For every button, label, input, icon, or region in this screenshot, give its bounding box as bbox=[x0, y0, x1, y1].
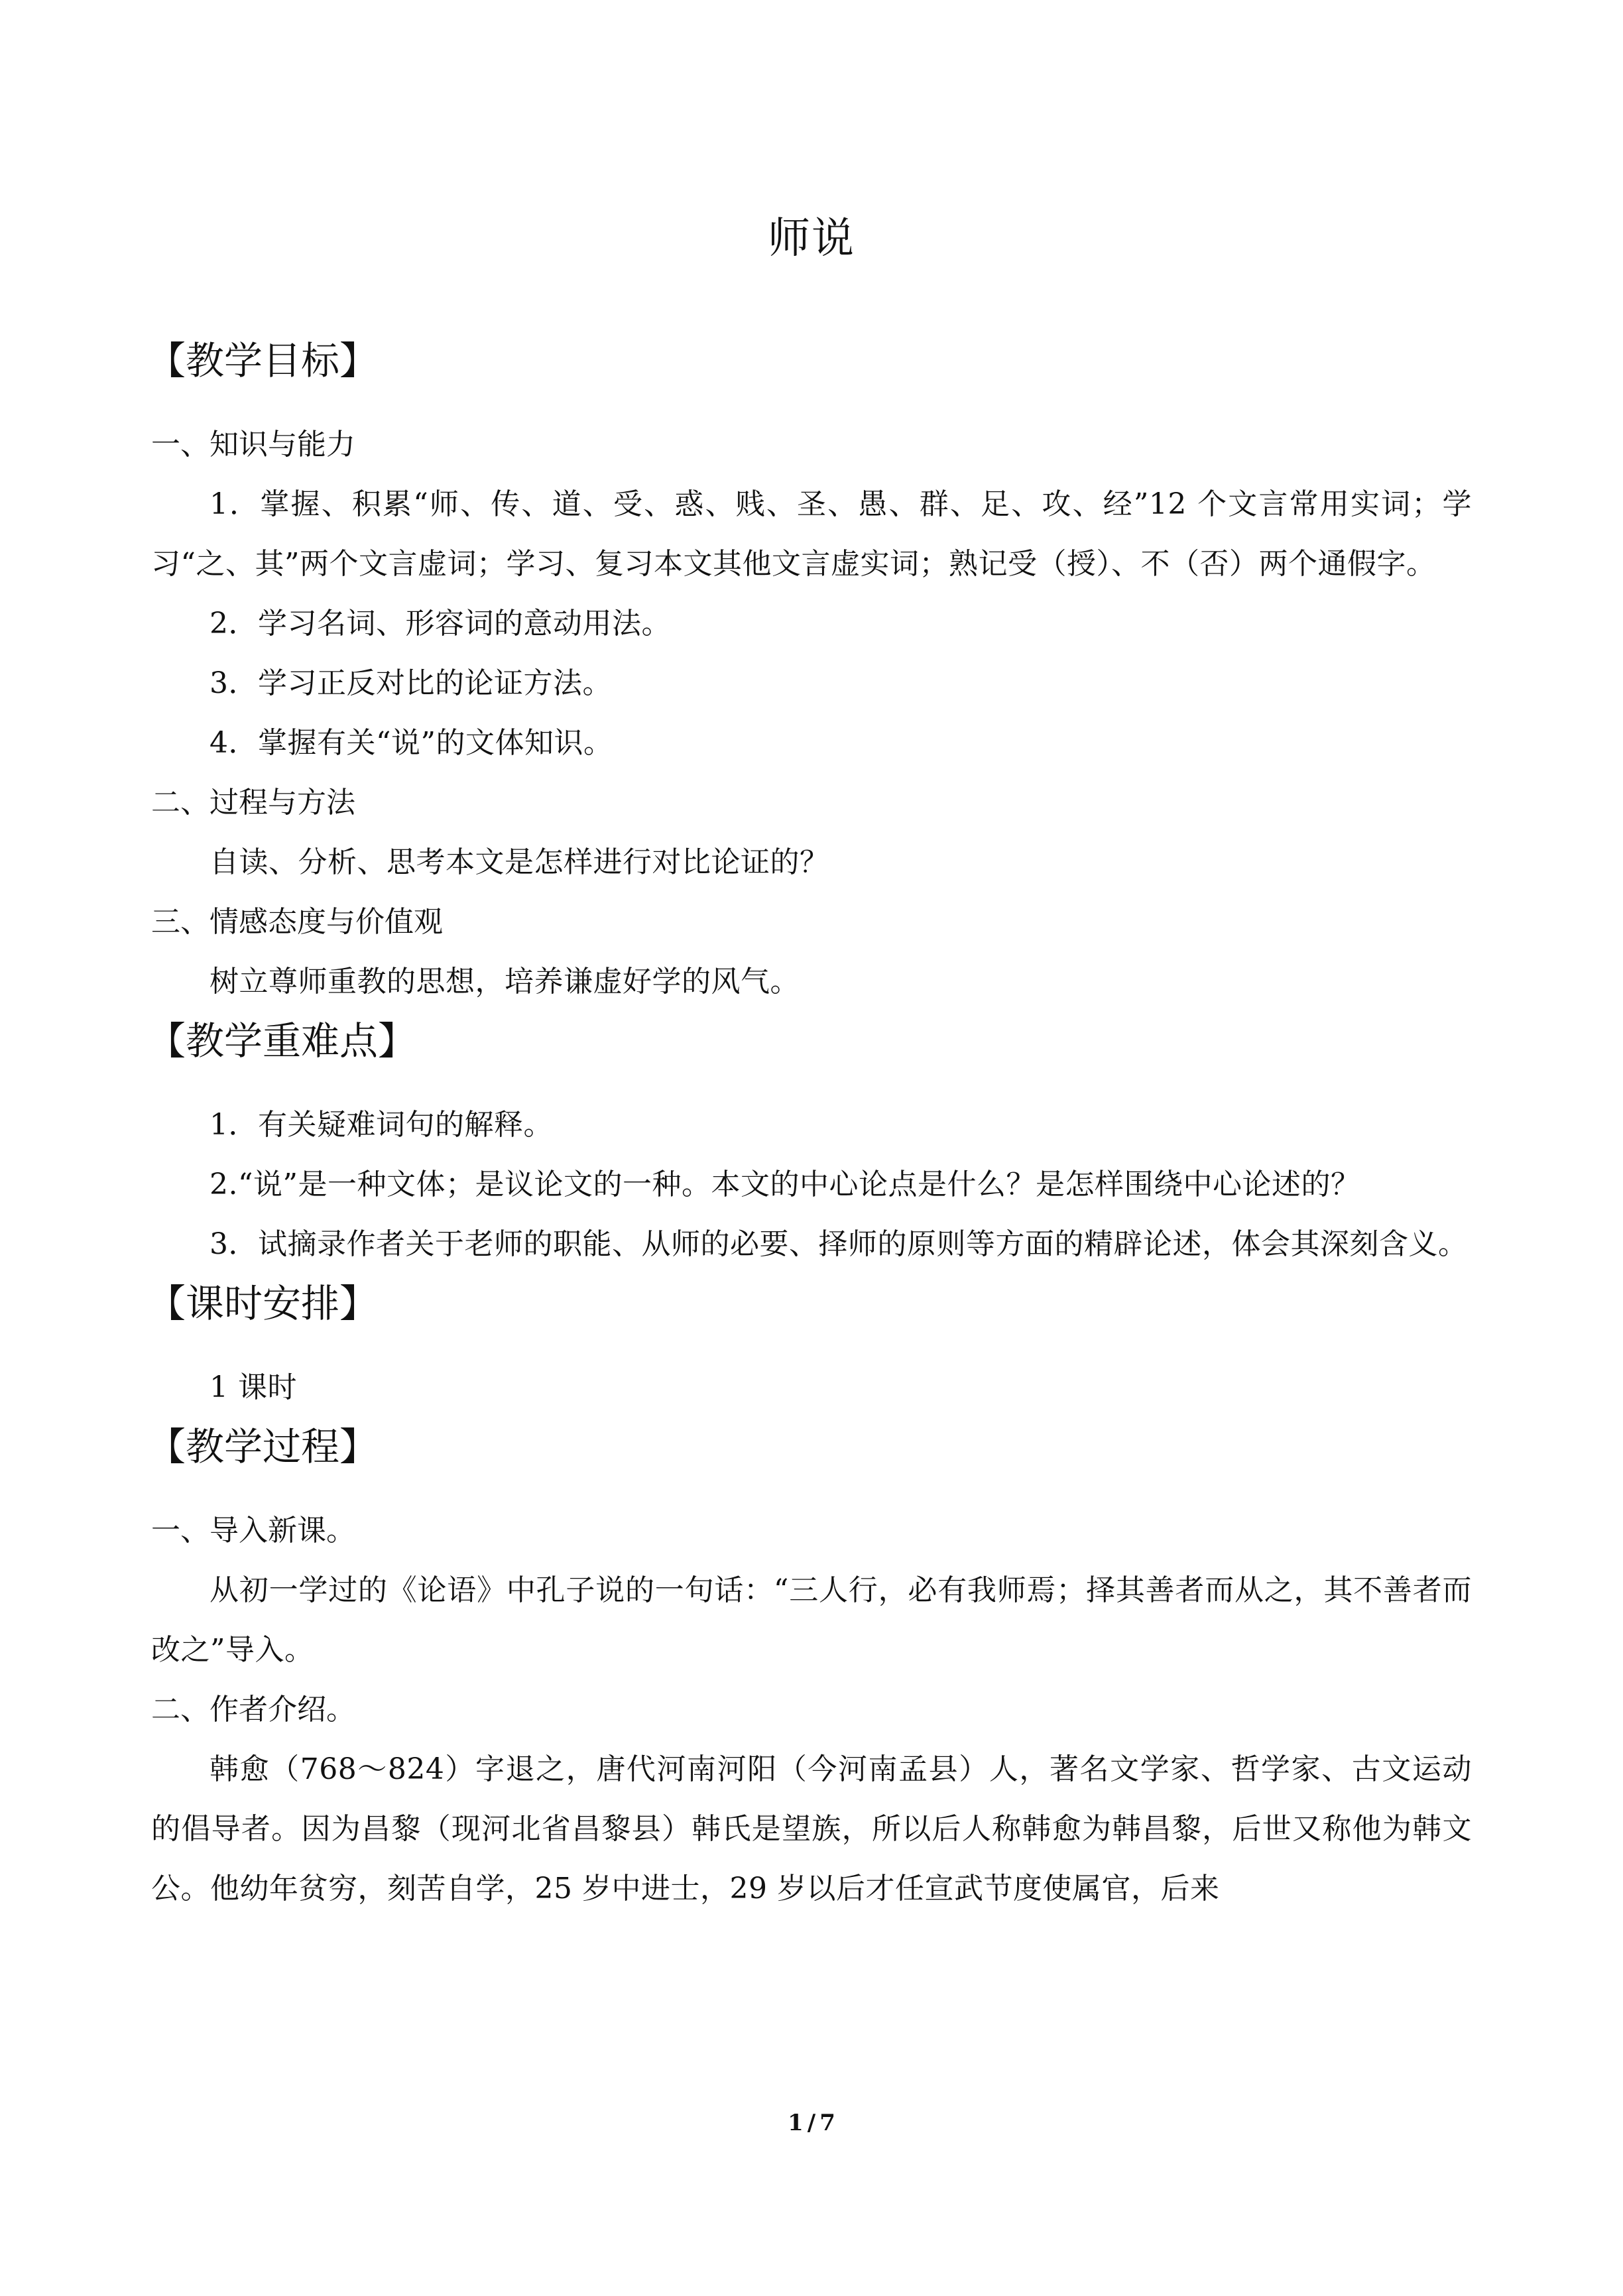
schedule-text: 1 课时 bbox=[210, 1370, 297, 1404]
section-heading-schedule: 【课时安排】 bbox=[147, 1281, 379, 1326]
section-heading-objectives: 【教学目标】 bbox=[147, 338, 379, 383]
section-heading-process: 【教学过程】 bbox=[147, 1424, 379, 1469]
total-page-count: 7 bbox=[819, 2110, 835, 2136]
subheading-author: 二、作者介绍。 bbox=[151, 1693, 355, 1726]
process-method-text: 自读、分析、思考本文是怎样进行对比论证的？ bbox=[210, 845, 829, 879]
subheading-process-method: 二、过程与方法 bbox=[151, 786, 355, 819]
document-title: 师说 bbox=[768, 214, 855, 263]
key-point-item-3: 3．试摘录作者关于老师的职能、从师的必要、择师的原则等方面的精辟论述，体会其深刻含义。 bbox=[210, 1227, 1468, 1261]
subheading-introduction: 一、导入新课。 bbox=[151, 1514, 355, 1547]
emotion-values-text: 树立尊师重教的思想，培养谦虚好学的风气。 bbox=[210, 965, 800, 998]
key-point-item-2: 2.“说”是一种文体；是议论文的一种。本文的中心论点是什么？是怎样围绕中心论述的？ bbox=[210, 1168, 1360, 1201]
introduction-text: 从初一学过的《论语》中孔子说的一句话：“三人行，必有我师焉；择其善者而从之，其不善者而改之”导入。 bbox=[151, 1573, 1472, 1667]
key-point-item-1: 1．有关疑难词句的解释。 bbox=[210, 1108, 553, 1142]
current-page-number: 1 bbox=[788, 2110, 804, 2136]
objective-item-2: 2．学习名词、形容词的意动用法。 bbox=[210, 607, 671, 640]
section-heading-key-points: 【教学重难点】 bbox=[147, 1018, 417, 1063]
page-number bbox=[0, 2108, 1623, 2138]
subheading-knowledge-ability: 一、知识与能力 bbox=[151, 428, 355, 461]
document-body bbox=[147, 332, 1472, 1919]
subheading-emotion-values: 三、情感态度与价值观 bbox=[151, 905, 443, 939]
objective-item-1: 1．掌握、积累“师、传、道、受、惑、贱、圣、愚、群、足、攻、经”12 个文言常用实词；学习“之、其”两个文言虚词；学习、复习本文其他文言虚实词；熟记受（授）、不（否）两个通假字。 bbox=[151, 487, 1472, 581]
objective-item-3: 3．学习正反对比的论证方法。 bbox=[210, 666, 612, 700]
page-number-separator: / bbox=[807, 2110, 816, 2136]
objective-item-4: 4．掌握有关“说”的文体知识。 bbox=[210, 726, 613, 760]
author-text: 韩愈（768～824）字退之，唐代河南河阳（今河南孟县）人，著名文学家、哲学家、古文运动的倡导者。因为昌黎（现河北省昌黎县）韩氏是望族，所以后人称韩愈为韩昌黎，后世又称他为韩文公。他幼年贫穷，刻苦自学，25 岁中进士，29 岁以后才任宣武节度使属官，后来 bbox=[151, 1752, 1472, 1905]
